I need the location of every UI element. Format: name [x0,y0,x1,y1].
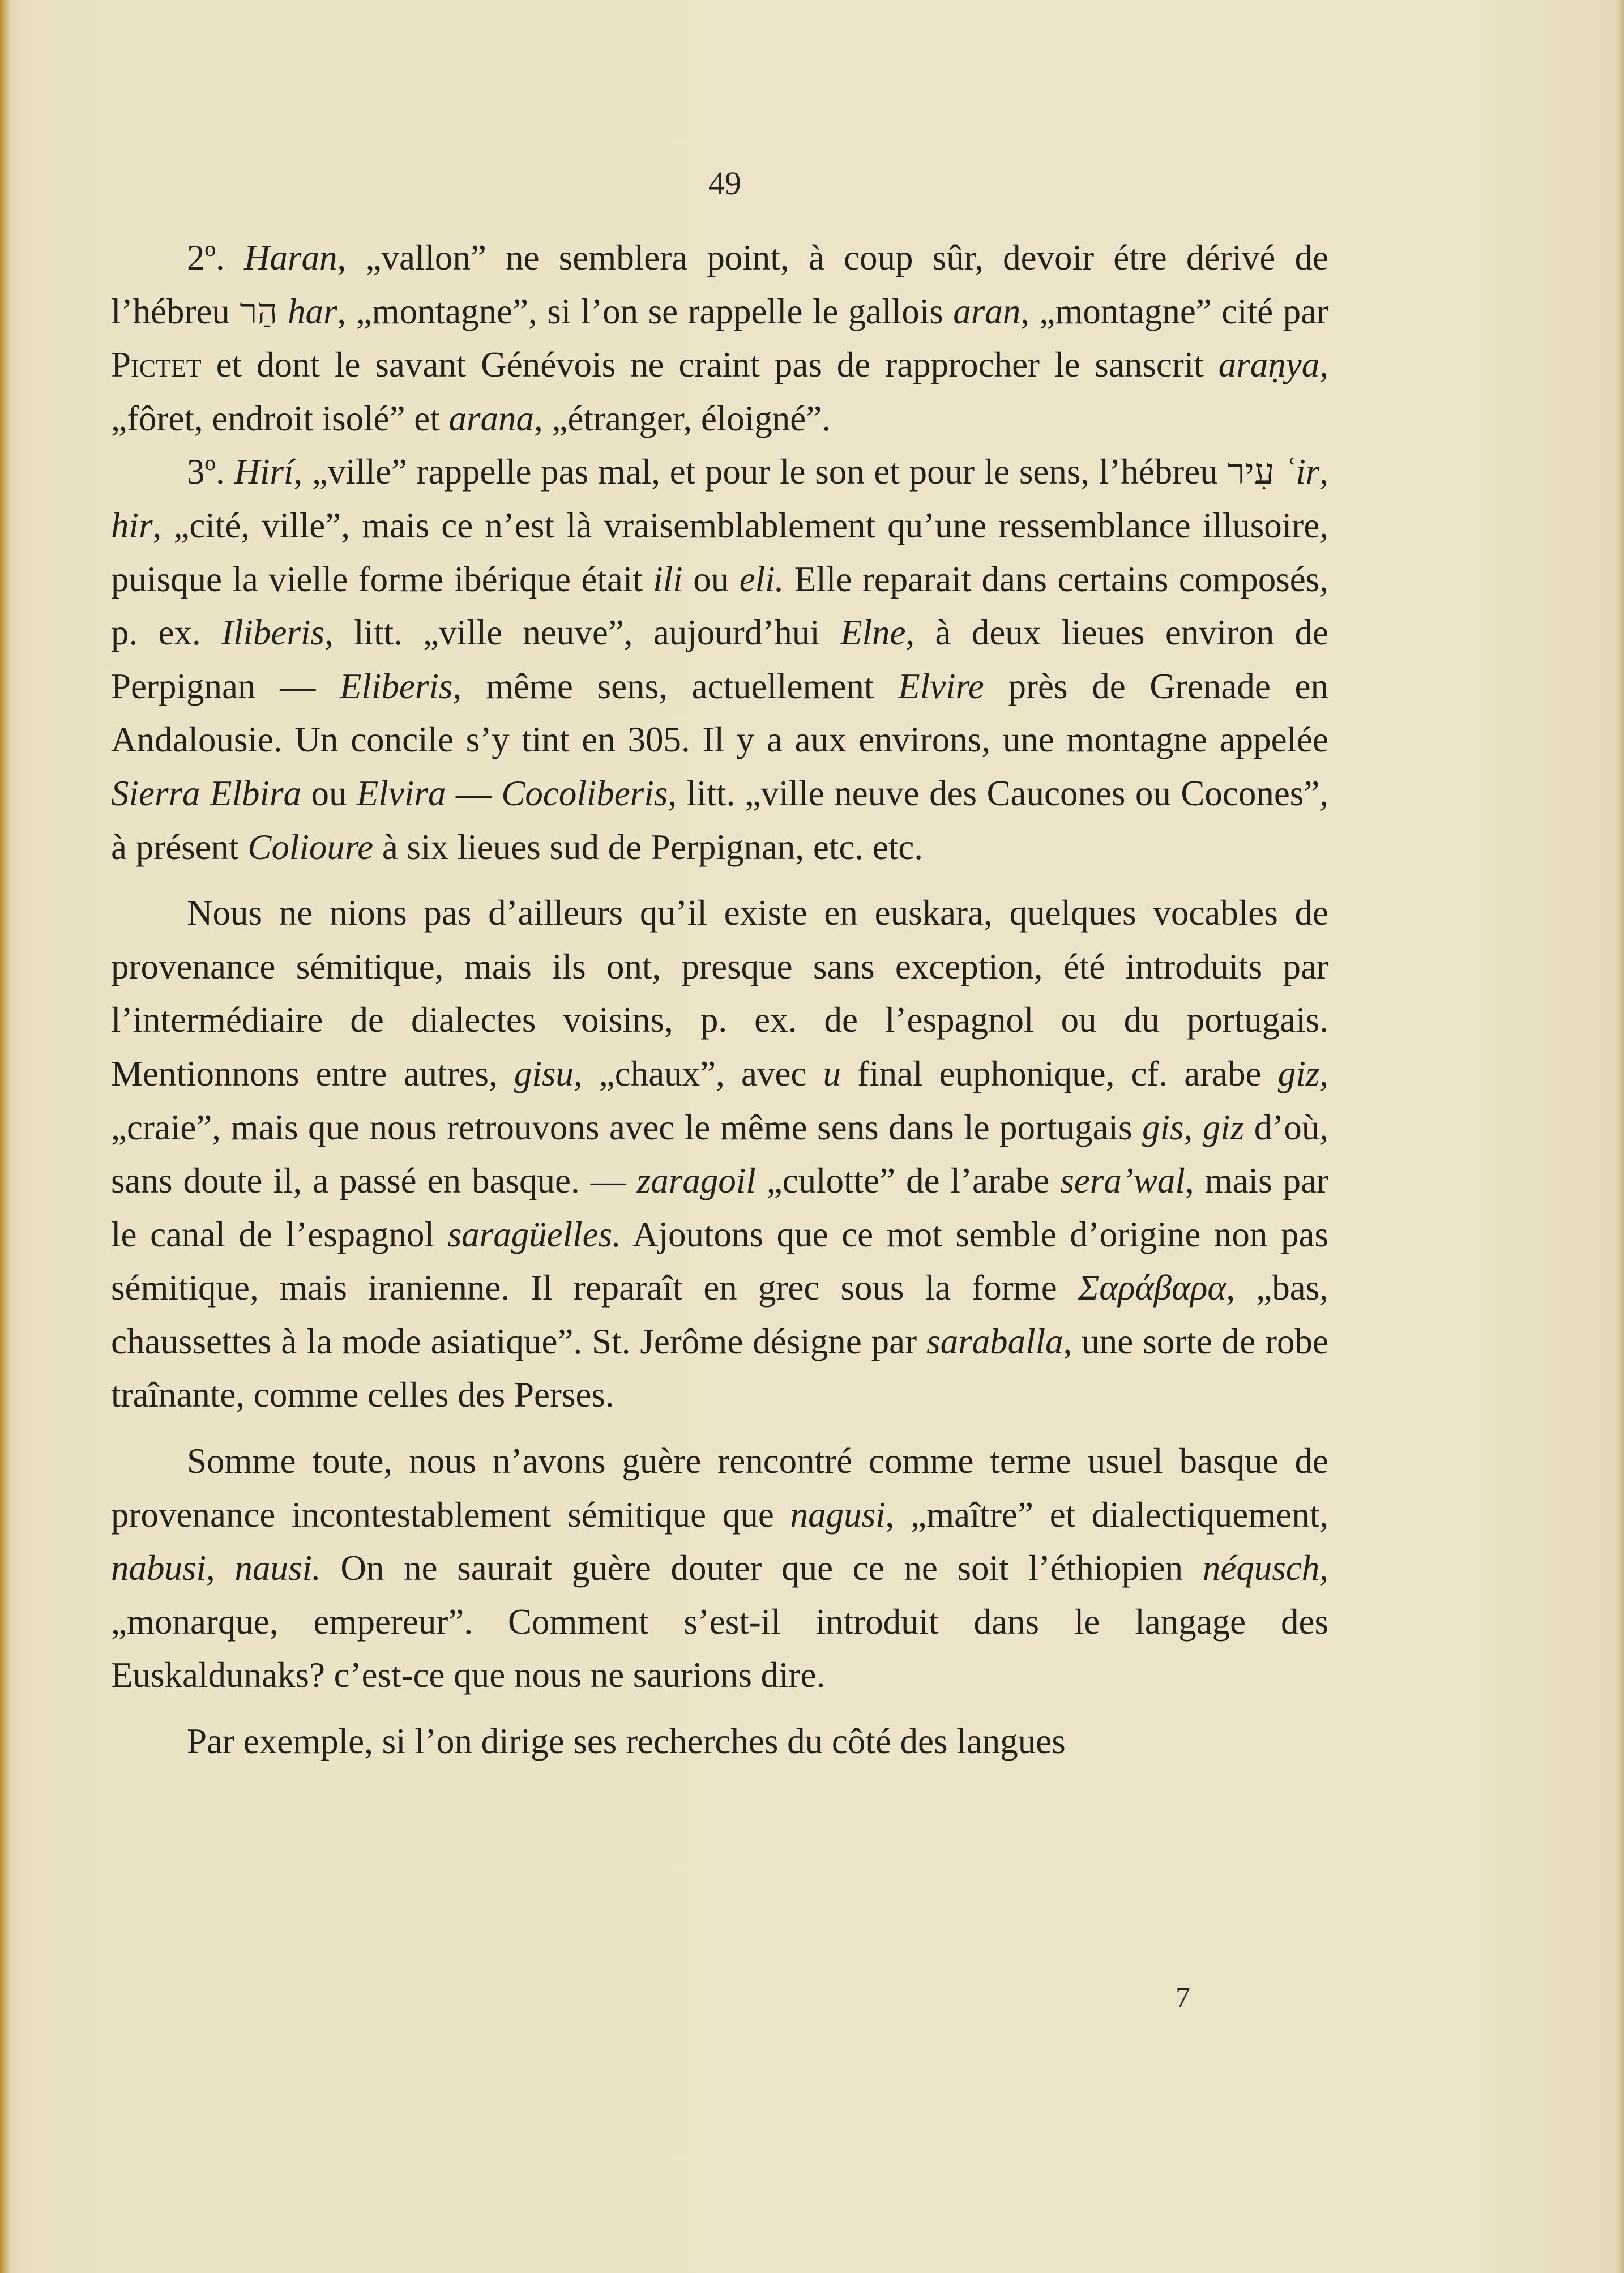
italic-term: Elvira [356,773,446,813]
text-run: , même sens, actuellement [452,666,899,706]
italic-term: arana [448,398,535,438]
italic-term: Sierra Elbira [111,773,301,813]
italic-term: nabusi [111,1548,207,1588]
text-run: , „craie”, mais que nous retrouvons avec le même sens dans le portugais [111,1053,1328,1147]
italic-term: Elvire [898,666,984,706]
text-run: — [446,773,502,813]
signature-mark: 7 [1176,1981,1190,2014]
italic-term: Colioure [247,827,374,867]
paragraph [111,1434,1328,1702]
text-run: , „monarque, empereur”. Comment s’est-il introduit dans le langage des Euskaldunaks? c’est-ce que nous ne saurions dire. [111,1548,1329,1695]
italic-term: Iliberis [221,613,325,653]
text-run: , „maître” et dialectiquement, [885,1494,1328,1535]
text-run: , [1183,1107,1203,1147]
text-run: , litt. „ville neuve”, aujourd’hui [324,613,841,653]
text-run: Elle reparait dans certains composés, p. ex. [111,559,1329,653]
text-run: , une sorte de robe traînante, comme celles des Perses. [111,1321,1328,1415]
author-name: Pictet [111,345,202,385]
text-run: Par exemple, si l’on dirige ses recherches du côté des langues [187,1721,1066,1762]
italic-term: Haran [244,238,337,277]
text-run: d’où, sans doute il, a passé en basque. — [111,1107,1329,1201]
page-outer-edge [1616,0,1624,2273]
italic-term: saragüelles. [447,1214,621,1254]
italic-term: nausi. [234,1548,321,1588]
italic-term: Elne [840,613,906,653]
italic-term: ʿir [1284,452,1320,492]
italic-term: Cocoliberis [501,773,668,813]
hebrew-word: עִיר [1227,451,1275,493]
text-run: , litt. „ville neuve des Caucones ou Cocones”, à présent [111,773,1329,867]
italic-term: néqusch [1202,1548,1320,1588]
text-run: , [206,1548,235,1588]
text-run: , „étranger, éloigné”. [534,398,831,438]
text-run: , „chaux”, avec [573,1053,823,1093]
page-number: 49 [708,165,741,202]
italic-term: Hirí [234,452,294,492]
text-run: près de Grenade en Andalousie. Un concile s’y tint en 305. Il y a aux environs, une montagne appelée [111,666,1328,760]
paragraph [111,445,1328,874]
italic-term: eli. [739,559,784,599]
paragraph [111,1715,1328,1768]
italic-term: giz [1202,1107,1245,1147]
text-run: ou [301,773,357,813]
italic-term: Σαράβαρα [1078,1268,1226,1308]
text-run: Nous ne nions pas d’ailleurs qu’il existe en euskara, quelques vocables de provenance sémitique, mais ils ont, presque sans exception, été introduits par l’intermédiaire de dialectes voisins, p. ex. de l’espagnol ou du portugais. Mentionnons entre autres, [111,893,1328,1093]
text-run: à six lieues sud de Perpignan, etc. etc. [373,827,924,867]
text-run: final euphonique, cf. arabe [841,1053,1278,1093]
italic-term: nagusi [790,1494,886,1535]
text-run: , à deux lieues environ de Perpignan — [111,613,1329,706]
italic-term: ili [653,559,683,599]
text-run: , „vallon” ne semblera point, à coup sûr, devoir étre dérivé de l’hébreu [111,238,1328,331]
italic-term: saraballa [926,1321,1063,1361]
text-run: , „bas, chaussettes à la mode asiatique”. St. Jerôme désigne par [111,1268,1328,1361]
text-run: 2º. [187,238,244,277]
text-run [278,292,288,331]
text-run: „culotte” de l’arabe [755,1161,1061,1201]
text-run: , „cité, ville”, mais ce n’est là vraisemblablement qu’une ressemblance illusoire, puisque la vielle forme ibérique était [111,505,1328,599]
text-run [1275,452,1284,492]
italic-term: Eliberis [339,666,453,706]
italic-term: u [823,1053,841,1093]
body-text [111,231,1328,1768]
italic-term: har [287,291,337,331]
text-run: ou [682,559,740,599]
italic-term: giz [1277,1053,1320,1093]
italic-term: sera’wal [1060,1161,1185,1201]
text-run: , [1319,452,1328,492]
hebrew-word: הַר [240,290,278,332]
text-run: On ne saurait guère douter que ce ne soit l’éthiopien [320,1548,1203,1588]
text-run: , „montagne” cité par [1020,291,1329,331]
italic-term: hir [111,505,153,545]
text-run: Somme toute, nous n’avons guère rencontré comme terme usuel basque de provenance incontestablement sémitique que [111,1441,1328,1535]
italic-term: gis [1142,1107,1184,1147]
italic-term: aran [953,291,1021,331]
text-run: 3º. [187,452,234,492]
paragraph [111,886,1328,1422]
text-run: , „montagne”, si l’on se rappelle le gallois [337,291,954,331]
page-binding-edge [0,0,10,2273]
italic-term: gisu [514,1053,574,1093]
text-run: , „fôret, endroit isolé” et [111,345,1328,438]
text-run: , „ville” rappelle pas mal, et pour le son et pour le sens, l’hébreu [293,452,1228,492]
italic-term: araṇya [1218,345,1320,385]
text-run: , mais par le canal de l’espagnol [111,1161,1329,1254]
text-run: et dont le savant Génévois ne craint pas de rapprocher le sanscrit [201,345,1219,385]
paragraph [111,231,1328,445]
italic-term: zaragoil [636,1161,756,1201]
text-run: Ajoutons que ce mot semble d’origine non pas sémitique, mais iranienne. Il reparaît en grec sous la forme [111,1214,1328,1308]
